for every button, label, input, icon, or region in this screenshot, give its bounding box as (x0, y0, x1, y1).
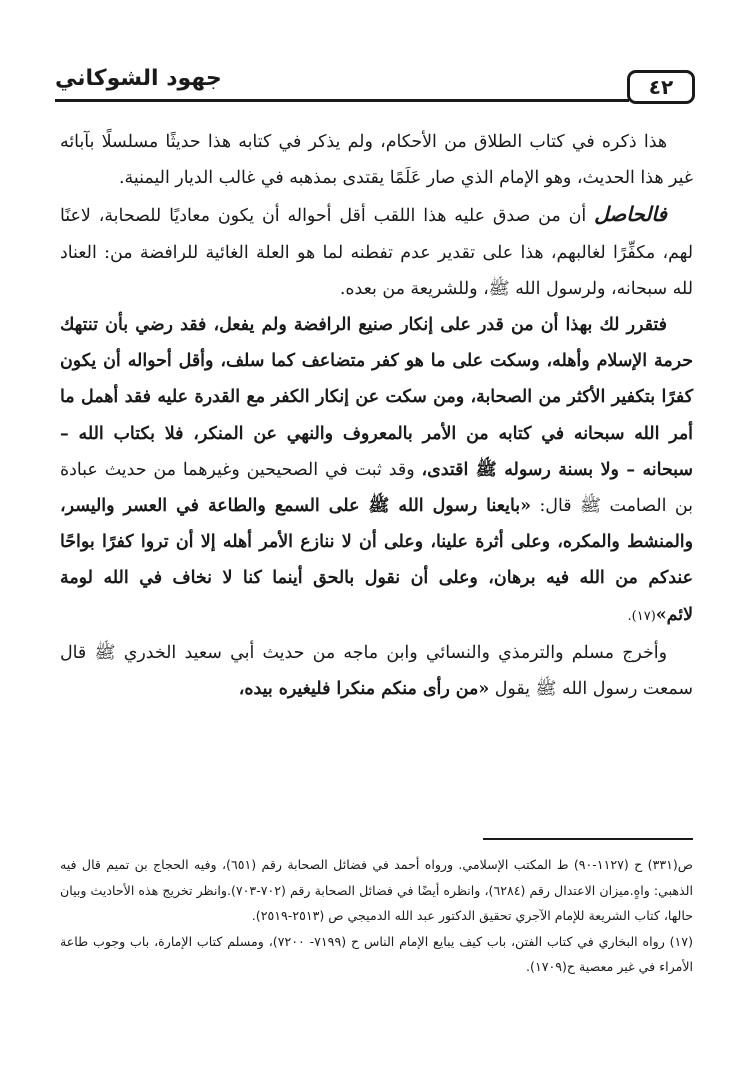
paragraph-3-text: وقد ثبت في الصحيحين وغيرهما من حديث عبادة بن الصامت ﷺ قال: (60, 459, 693, 517)
paragraph-1: هذا ذكره في كتاب الطلاق من الأحكام، ولم يذكر في كتابه هذا حديثًا مسلسلًا بآبائه غير هذا الحديث، وهو الإمام الذي صار عَلَمًا يقتدى بمذهبه في غالب الديار اليمنية. (60, 132, 693, 189)
page-header (55, 60, 695, 110)
paragraph-2 (60, 196, 693, 307)
paragraph-4 (60, 635, 693, 707)
paragraph-3-bold: فتقرر لك بهذا أن من قدر على إنكار صنيع الرافضة ولم يفعل، فقد رضي بأن تنتهك حرمة الإسلام وأهله، وسكت على ما هو كفر متضاعف كما سلف، وأقل أحواله أن يكون كفرًا بتكفير الأكثر من الصحابة، ومن سكت عن إنكار الكفر مع القدرة عليه فقد أهمل ما أمر الله سبحانه في كتابه من الأمر بالمعروف والنهي عن المنكر، فلا بكتاب الله – سبحانه – ولا بسنة رسوله ﷺ اقتدى، (60, 315, 693, 480)
hadith-quote-2: «من رأى منكم منكرا فليغيره بيده، (238, 679, 490, 700)
body-text (60, 124, 693, 707)
footnotes (60, 852, 693, 980)
footnote-17: (١٧) رواه البخاري في كتاب الفتن، باب كيف يبايع الإمام الناس ح (٧١٩٩- ٧٢٠٠)، ومسلم كتاب الإمارة، باب وجوب طاعة الأمراء في غير معصية ح(١٧٠٩). (60, 933, 693, 975)
footnote-rule (483, 838, 693, 840)
running-title: جهود الشوكاني (55, 66, 222, 91)
header-rule (55, 99, 629, 102)
footnote-continued: ص(٣٣١) ح (١١٢٧-٩٠) ط المكتب الإسلامي. ورواه أحمد في فضائل الصحابة رقم (٦٥١)، وفيه الحجاج بن تميم قال فيه الذهبي: واهٍ.ميزان الاعتدال رقم (٦٢٨٤)، وانظره أيضًا في فضائل الصحابة رقم (٧٠٢-٧٠٣).وانظر تخريج هذه الأحاديث وبيان حالها، كتاب الشريعة للإمام الآجري تحقيق الدكتور عبد الله الدميجي ص (٢٥١٣-٢٥١٩). (60, 857, 693, 924)
footnote-ref-17: (١٧). (627, 608, 656, 624)
page-number: ٤٢ (627, 70, 695, 104)
paragraph-2-text: أن من صدق عليه هذا اللقب أقل أحواله أن يكون معاديًا للصحابة، لاعنًا لهم، مكفِّرًا لغالبهم، هذا على تقدير عدم تفطنه لما هو العلة الغائية للرافضة من: العناد لله سبحانه، ولرسول الله ﷺ، وللشريعة من بعده. (60, 206, 693, 299)
paragraph-3 (60, 307, 693, 635)
hadith-quote-1: «بايعنا رسول الله ﷺ على السمع والطاعة في العسر واليسر، والمنشط والمكره، وعلى أثرة علينا، وعلى أن لا ننازع الأمر أهله إلا أن تروا كفرًا بواحًا عندكم من الله فيه برهان، وعلى أن نقول بالحق أينما كنا لا نخاف في الله لومة لائم» (60, 496, 693, 625)
lead-word: فالحاصل (594, 202, 667, 227)
paragraph-4-text: وأخرج مسلم والترمذي والنسائي وابن ماجه من حديث أبي سعيد الخدري ﷺ قال سمعت رسول الله ﷺ يقول (60, 642, 693, 700)
